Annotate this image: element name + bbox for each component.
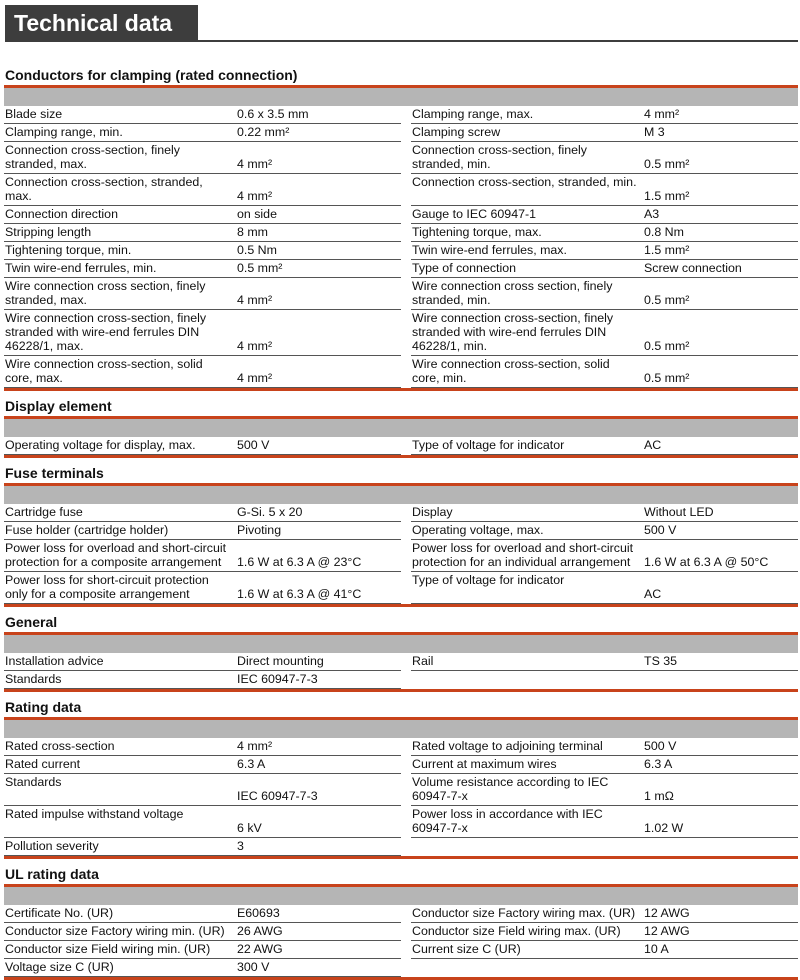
section-title: Display element bbox=[5, 398, 112, 414]
section-band bbox=[4, 887, 798, 905]
spec-value: 1.02 W bbox=[643, 806, 798, 838]
section-rating-data bbox=[4, 697, 798, 859]
spec-label: Wire connection cross-section, finely stranded with wire-end ferrules DIN 46228/1, min. bbox=[411, 310, 643, 356]
section-rule bbox=[4, 455, 798, 458]
gap bbox=[401, 941, 411, 959]
spec-value: 4 mm² bbox=[236, 142, 401, 174]
spec-value: 0.22 mm² bbox=[236, 124, 401, 142]
table-row bbox=[4, 838, 798, 856]
gap bbox=[401, 124, 411, 142]
sections bbox=[0, 65, 800, 980]
empty-cell bbox=[643, 838, 798, 856]
table-row bbox=[4, 959, 798, 977]
table-row bbox=[4, 260, 798, 278]
spec-value: IEC 60947-7-3 bbox=[236, 671, 401, 689]
gap bbox=[401, 671, 411, 689]
spec-value: 26 AWG bbox=[236, 923, 401, 941]
gap bbox=[401, 572, 411, 604]
spec-value: 0.5 mm² bbox=[643, 142, 798, 174]
section-band bbox=[4, 635, 798, 653]
spec-value: 4 mm² bbox=[236, 356, 401, 388]
spec-value: 4 mm² bbox=[236, 738, 401, 756]
section-rule bbox=[4, 388, 798, 391]
spec-value: 1.6 W at 6.3 A @ 23°C bbox=[236, 540, 401, 572]
spec-value: G-Si. 5 x 20 bbox=[236, 504, 401, 522]
spec-value: on side bbox=[236, 206, 401, 224]
spec-value: 22 AWG bbox=[236, 941, 401, 959]
spec-value: 0.8 Nm bbox=[643, 224, 798, 242]
spec-value: 1.5 mm² bbox=[643, 242, 798, 260]
gap bbox=[401, 356, 411, 388]
spec-label: Conductor size Factory wiring min. (UR) bbox=[4, 923, 236, 941]
gap bbox=[401, 174, 411, 206]
gap bbox=[401, 522, 411, 540]
spec-value: Direct mounting bbox=[236, 653, 401, 671]
spec-label: Certificate No. (UR) bbox=[4, 905, 236, 923]
table-row bbox=[4, 905, 798, 923]
spec-label: Connection cross-section, finely stranded, min. bbox=[411, 142, 643, 174]
spec-label: Cartridge fuse bbox=[4, 504, 236, 522]
spec-value: 8 mm bbox=[236, 224, 401, 242]
table-row bbox=[4, 206, 798, 224]
table-row bbox=[4, 671, 798, 689]
spec-label: Gauge to IEC 60947-1 bbox=[411, 206, 643, 224]
spec-table bbox=[4, 106, 798, 388]
section-title: Conductors for clamping (rated connection) bbox=[5, 67, 298, 83]
spec-value: 1.5 mm² bbox=[643, 174, 798, 206]
gap bbox=[401, 540, 411, 572]
spec-value: 6 kV bbox=[236, 806, 401, 838]
section-display-element bbox=[4, 396, 798, 458]
spec-label: Power loss for overload and short-circuit protection for a composite arrangement bbox=[4, 540, 236, 572]
spec-value: 0.5 Nm bbox=[236, 242, 401, 260]
spec-label: Voltage size C (UR) bbox=[4, 959, 236, 977]
spec-value: Pivoting bbox=[236, 522, 401, 540]
table-row bbox=[4, 124, 798, 142]
table-row bbox=[4, 356, 798, 388]
section-band bbox=[4, 88, 798, 106]
section-ul-rating-data bbox=[4, 864, 798, 980]
table-row bbox=[4, 142, 798, 174]
gap bbox=[401, 142, 411, 174]
gap bbox=[401, 959, 411, 977]
spec-value: 0.5 mm² bbox=[643, 310, 798, 356]
spec-value: 4 mm² bbox=[236, 174, 401, 206]
spec-value: 300 V bbox=[236, 959, 401, 977]
spec-label: Operating voltage for display, max. bbox=[4, 437, 236, 455]
gap bbox=[401, 106, 411, 124]
gap bbox=[401, 905, 411, 923]
spec-label: Display bbox=[411, 504, 643, 522]
spec-table bbox=[4, 653, 798, 689]
table-row bbox=[4, 941, 798, 959]
table-row bbox=[4, 806, 798, 838]
gap bbox=[401, 310, 411, 356]
spec-label: Wire connection cross section, finely stranded, max. bbox=[4, 278, 236, 310]
spec-table bbox=[4, 738, 798, 856]
gap bbox=[401, 806, 411, 838]
spec-label: Connection cross-section, stranded, max. bbox=[4, 174, 236, 206]
gap bbox=[401, 504, 411, 522]
gap bbox=[401, 260, 411, 278]
spec-value: 6.3 A bbox=[236, 756, 401, 774]
spec-value: 0.5 mm² bbox=[643, 278, 798, 310]
spec-value: 4 mm² bbox=[236, 278, 401, 310]
section-band bbox=[4, 486, 798, 504]
gap bbox=[401, 653, 411, 671]
spec-label: Wire connection cross-section, finely stranded with wire-end ferrules DIN 46228/1, max. bbox=[4, 310, 236, 356]
spec-value: 0.6 x 3.5 mm bbox=[236, 106, 401, 124]
empty-cell bbox=[643, 671, 798, 689]
table-row bbox=[4, 242, 798, 260]
spec-label: Tightening torque, min. bbox=[4, 242, 236, 260]
spec-label: Installation advice bbox=[4, 653, 236, 671]
spec-label: Twin wire-end ferrules, max. bbox=[411, 242, 643, 260]
section-conductors-for-clamping-rated-connection bbox=[4, 65, 798, 391]
spec-table bbox=[4, 437, 798, 455]
section-rule bbox=[4, 689, 798, 692]
section-title: Rating data bbox=[5, 699, 82, 715]
gap bbox=[401, 224, 411, 242]
spec-value: 1.6 W at 6.3 A @ 50°C bbox=[643, 540, 798, 572]
spec-label: Standards bbox=[4, 671, 236, 689]
spec-value: 3 bbox=[236, 838, 401, 856]
page-title: Technical data bbox=[5, 5, 198, 41]
spec-label: Rated current bbox=[4, 756, 236, 774]
spec-label: Power loss in accordance with IEC 60947-7-x bbox=[411, 806, 643, 838]
table-row bbox=[4, 572, 798, 604]
table-row bbox=[4, 437, 798, 455]
empty-cell bbox=[411, 671, 643, 689]
spec-value: 1.6 W at 6.3 A @ 41°C bbox=[236, 572, 401, 604]
gap bbox=[401, 278, 411, 310]
gap bbox=[401, 206, 411, 224]
gap bbox=[401, 774, 411, 806]
table-row bbox=[4, 174, 798, 206]
empty-cell bbox=[411, 838, 643, 856]
section-fuse-terminals bbox=[4, 463, 798, 607]
spec-label: Blade size bbox=[4, 106, 236, 124]
section-band bbox=[4, 720, 798, 738]
spec-label: Current at maximum wires bbox=[411, 756, 643, 774]
table-row bbox=[4, 310, 798, 356]
spec-value: 500 V bbox=[643, 522, 798, 540]
table-row bbox=[4, 738, 798, 756]
spec-value: AC bbox=[643, 437, 798, 455]
spec-value: 0.5 mm² bbox=[236, 260, 401, 278]
section-rule bbox=[4, 604, 798, 607]
spec-label: Fuse holder (cartridge holder) bbox=[4, 522, 236, 540]
spec-value: Screw connection bbox=[643, 260, 798, 278]
spec-label: Tightening torque, max. bbox=[411, 224, 643, 242]
spec-value: 0.5 mm² bbox=[643, 356, 798, 388]
table-row bbox=[4, 106, 798, 124]
spec-value: IEC 60947-7-3 bbox=[236, 774, 401, 806]
spec-label: Power loss for short-circuit protection only for a composite arrangement bbox=[4, 572, 236, 604]
spec-value: 12 AWG bbox=[643, 923, 798, 941]
empty-cell bbox=[643, 959, 798, 977]
spec-value: 10 A bbox=[643, 941, 798, 959]
spec-table bbox=[4, 905, 798, 977]
spec-value: Without LED bbox=[643, 504, 798, 522]
spec-value: 500 V bbox=[236, 437, 401, 455]
empty-cell bbox=[411, 959, 643, 977]
spec-label: Type of voltage for indicator bbox=[411, 572, 643, 604]
spec-label: Rated cross-section bbox=[4, 738, 236, 756]
spec-label: Rated impulse withstand voltage bbox=[4, 806, 236, 838]
spec-table bbox=[4, 504, 798, 604]
spec-label: Connection cross-section, stranded, min. bbox=[411, 174, 643, 206]
section-general bbox=[4, 612, 798, 692]
spec-label: Clamping screw bbox=[411, 124, 643, 142]
spec-label: Stripping length bbox=[4, 224, 236, 242]
section-band bbox=[4, 419, 798, 437]
spec-label: Current size C (UR) bbox=[411, 941, 643, 959]
spec-value: E60693 bbox=[236, 905, 401, 923]
spec-label: Conductor size Factory wiring max. (UR) bbox=[411, 905, 643, 923]
table-row bbox=[4, 756, 798, 774]
section-title: General bbox=[5, 614, 58, 630]
spec-label: Standards bbox=[4, 774, 236, 806]
spec-label: Power loss for overload and short-circuit protection for an individual arrangement bbox=[411, 540, 643, 572]
spec-label: Conductor size Field wiring max. (UR) bbox=[411, 923, 643, 941]
spec-label: Clamping range, max. bbox=[411, 106, 643, 124]
table-row bbox=[4, 923, 798, 941]
spec-label: Twin wire-end ferrules, min. bbox=[4, 260, 236, 278]
table-row bbox=[4, 774, 798, 806]
spec-value: M 3 bbox=[643, 124, 798, 142]
table-row bbox=[4, 278, 798, 310]
table-row bbox=[4, 522, 798, 540]
table-row bbox=[4, 504, 798, 522]
gap bbox=[401, 738, 411, 756]
table-row bbox=[4, 653, 798, 671]
header-rule bbox=[5, 40, 798, 42]
gap bbox=[401, 242, 411, 260]
spec-label: Conductor size Field wiring min. (UR) bbox=[4, 941, 236, 959]
gap bbox=[401, 838, 411, 856]
spec-label: Connection direction bbox=[4, 206, 236, 224]
gap bbox=[401, 437, 411, 455]
spec-value: 500 V bbox=[643, 738, 798, 756]
spec-label: Wire connection cross-section, solid core, min. bbox=[411, 356, 643, 388]
table-row bbox=[4, 224, 798, 242]
table-row bbox=[4, 540, 798, 572]
gap bbox=[401, 923, 411, 941]
spec-label: Pollution severity bbox=[4, 838, 236, 856]
spec-value: TS 35 bbox=[643, 653, 798, 671]
section-title: Fuse terminals bbox=[5, 465, 104, 481]
spec-value: A3 bbox=[643, 206, 798, 224]
section-rule bbox=[4, 856, 798, 859]
spec-label: Operating voltage, max. bbox=[411, 522, 643, 540]
spec-value: AC bbox=[643, 572, 798, 604]
spec-value: 12 AWG bbox=[643, 905, 798, 923]
spec-label: Rail bbox=[411, 653, 643, 671]
spec-label: Wire connection cross section, finely stranded, min. bbox=[411, 278, 643, 310]
page-header bbox=[0, 5, 800, 47]
spec-label: Connection cross-section, finely stranded, max. bbox=[4, 142, 236, 174]
spec-value: 1 mΩ bbox=[643, 774, 798, 806]
gap bbox=[401, 756, 411, 774]
spec-label: Rated voltage to adjoining terminal bbox=[411, 738, 643, 756]
spec-label: Wire connection cross-section, solid core, max. bbox=[4, 356, 236, 388]
spec-label: Type of voltage for indicator bbox=[411, 437, 643, 455]
spec-label: Volume resistance according to IEC 60947-7-x bbox=[411, 774, 643, 806]
spec-value: 4 mm² bbox=[643, 106, 798, 124]
spec-label: Clamping range, min. bbox=[4, 124, 236, 142]
section-title: UL rating data bbox=[5, 866, 99, 882]
spec-value: 6.3 A bbox=[643, 756, 798, 774]
spec-label: Type of connection bbox=[411, 260, 643, 278]
spec-value: 4 mm² bbox=[236, 310, 401, 356]
